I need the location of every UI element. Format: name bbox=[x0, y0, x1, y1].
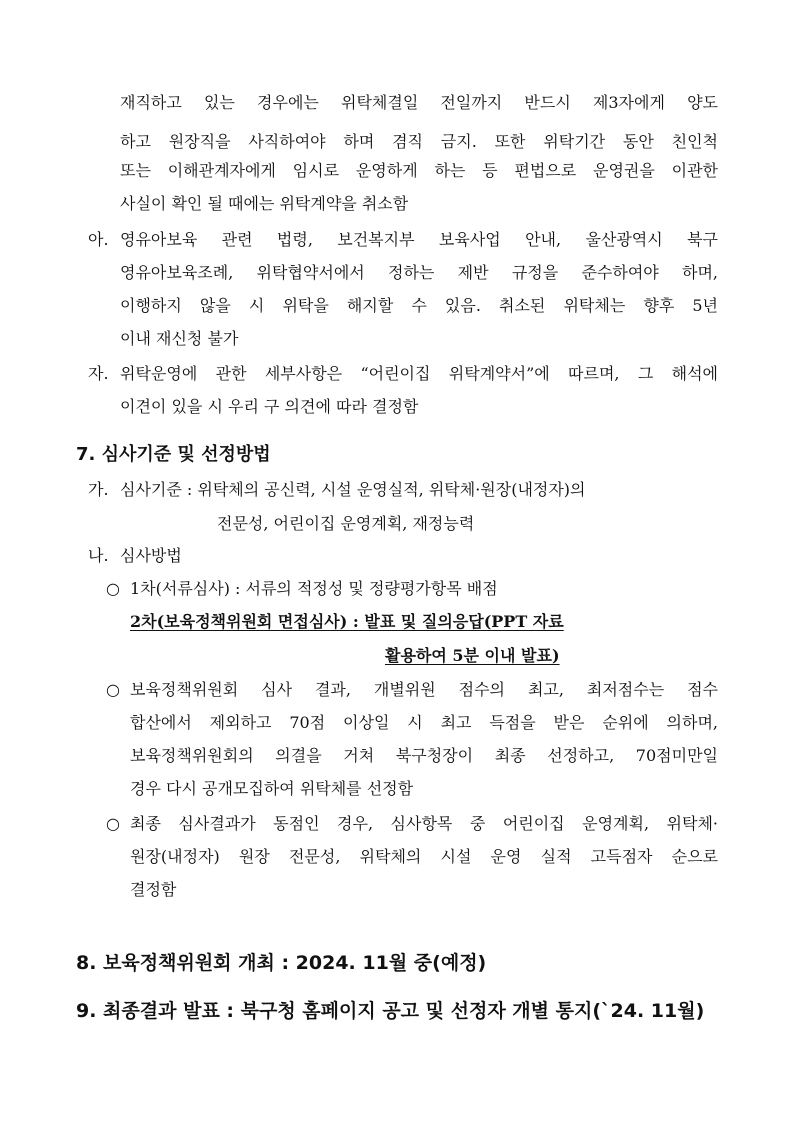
paragraph-line: 또는 이해관계자에게 임시로 운영하게 하는 등 편법으로 운영권을 이관한 bbox=[120, 161, 718, 180]
subsection-label: 심사방법 bbox=[120, 546, 182, 565]
paragraph-line: 최종 심사결과가 동점인 경우, 심사항목 중 어린이집 운영계획, 위탁체· bbox=[130, 814, 718, 833]
emphasis-line: 활용하여 5분 이내 발표) bbox=[385, 646, 560, 665]
paragraph-line: 보육정책위원회의 의결을 거쳐 북구청장이 최종 선정하고, 70점미만일 bbox=[130, 746, 718, 765]
paragraph-line: 영유아보육 관련 법령, 보건복지부 보육사업 안내, 울산광역시 북구 bbox=[120, 230, 718, 249]
paragraph-line: 결정함 bbox=[130, 880, 177, 899]
section-heading: 9. 최종결과 발표 : 북구청 홈페이지 공고 및 선정자 개별 통지(`24. 11월) bbox=[76, 1000, 705, 1022]
list-marker: 가. bbox=[88, 480, 109, 499]
emphasis-line: 2차(보육정책위원회 면접심사) : 발표 및 질의응답(PPT 자료 bbox=[130, 612, 564, 631]
paragraph-line: 재직하고 있는 경우에는 위탁체결일 전일까지 반드시 제3자에게 양도 bbox=[120, 93, 718, 112]
paragraph-line: 경우 다시 공개모집하여 위탁체를 선정함 bbox=[130, 779, 414, 798]
paragraph-line: 이견이 있을 시 우리 구 의견에 따라 결정함 bbox=[120, 397, 419, 416]
paragraph-line: 하고 원장직을 사직하여야 하며 겸직 금지. 또한 위탁기간 동안 친인척 bbox=[120, 132, 718, 151]
paragraph-line: 영유아보육조례, 위탁협약서에서 정하는 제반 규정을 준수하여야 하며, bbox=[120, 263, 718, 282]
paragraph-line: 사실이 확인 될 때에는 위탁계약을 취소함 bbox=[120, 194, 409, 213]
paragraph-line: 심사기준 : 위탁체의 공신력, 시설 운영실적, 위탁체·원장(내정자)의 bbox=[120, 480, 586, 499]
paragraph-line: 합산에서 제외하고 70점 이상일 시 최고 득점을 받은 순위에 의하며, bbox=[130, 713, 718, 732]
list-marker: 아. bbox=[88, 230, 109, 249]
paragraph-line: 위탁운영에 관한 세부사항은 “어린이집 위탁계약서”에 따르며, 그 해석에 bbox=[120, 364, 718, 383]
bullet-icon: ○ bbox=[106, 579, 120, 598]
paragraph-line: 보육정책위원회 심사 결과, 개별위원 점수의 최고, 최저점수는 점수 bbox=[130, 680, 718, 699]
list-marker: 자. bbox=[88, 364, 109, 383]
list-marker: 나. bbox=[88, 546, 109, 565]
section-heading: 8. 보육정책위원회 개최 : 2024. 11월 중(예정) bbox=[76, 952, 487, 974]
paragraph-line: 원장(내정자) 원장 전문성, 위탁체의 시설 운영 실적 고득점자 순으로 bbox=[130, 847, 718, 866]
bullet-icon: ○ bbox=[106, 814, 120, 833]
bullet-icon: ○ bbox=[106, 680, 120, 699]
paragraph-line: 이행하지 않을 시 위탁을 해지할 수 있음. 취소된 위탁체는 향후 5년 bbox=[120, 296, 718, 315]
paragraph-line: 1차(서류심사) : 서류의 적정성 및 정량평가항목 배점 bbox=[130, 579, 498, 598]
paragraph-line: 전문성, 어린이집 운영계획, 재정능력 bbox=[217, 514, 475, 533]
section-heading: 7. 심사기준 및 선정방법 bbox=[76, 444, 271, 465]
paragraph-line: 이내 재신청 불가 bbox=[120, 329, 239, 348]
